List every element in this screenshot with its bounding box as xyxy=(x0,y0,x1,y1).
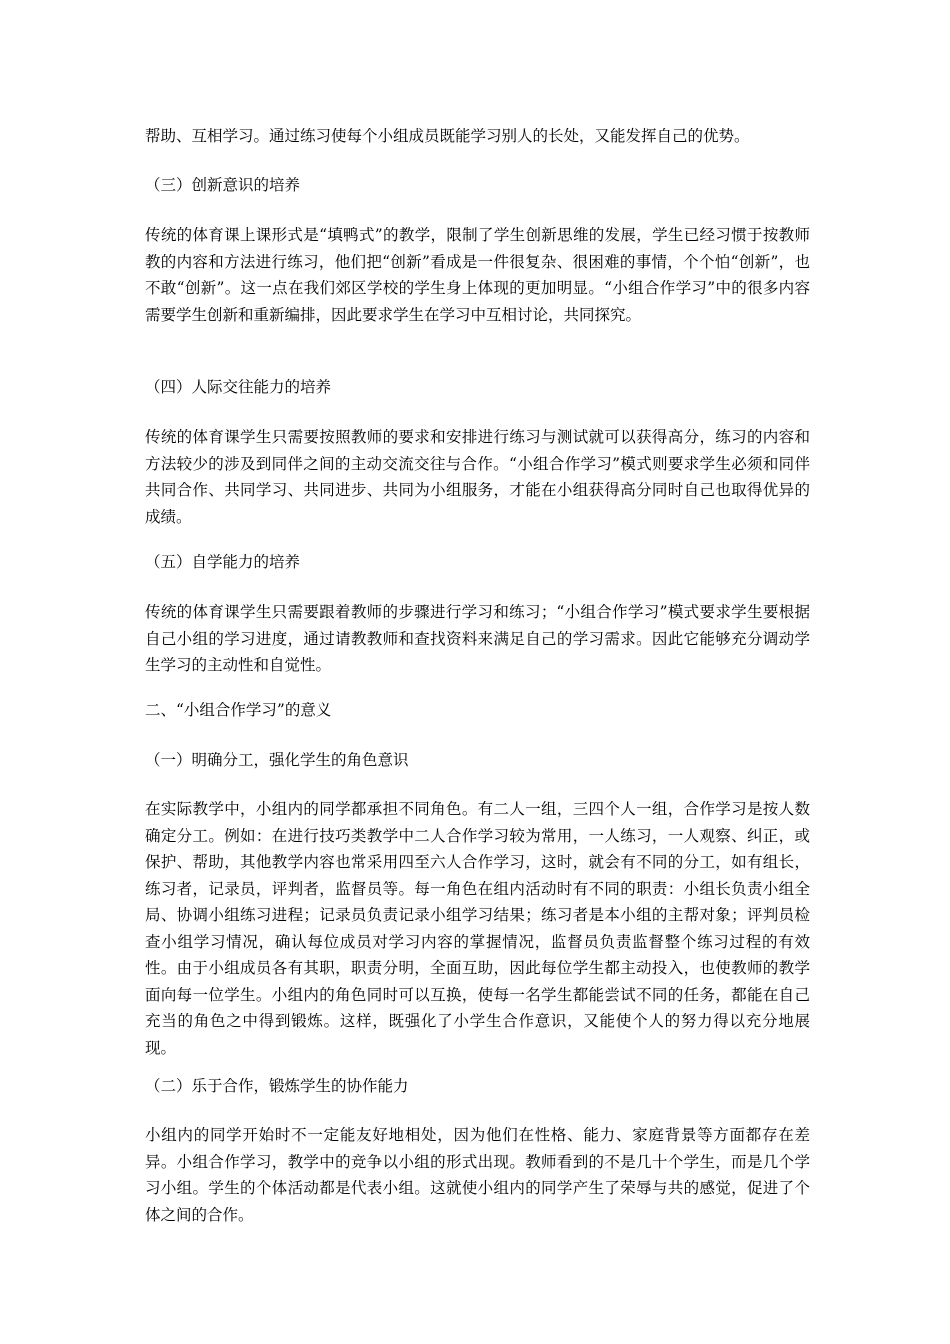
subsection-1-heading: （一）明确分工，强化学生的角色意识 xyxy=(145,751,409,769)
section-4-heading: （四）人际交往能力的培养 xyxy=(145,378,332,396)
intro-paragraph: 帮助、互相学习。通过练习使每个小组成员既能学习别人的长处，又能发挥自己的优势。 xyxy=(145,127,750,145)
section-3-body: 传统的体育课上课形式是“填鸭式”的教学，限制了学生创新思维的发展，学生已经习惯于按教师教的内容和方法进行练习，他们把“创新”看成是一件很复杂、很困难的事情，个个怕“创新”，也不敢“创新”。这一点在我们郊区学校的学生身上体现的更加明显。“小组合作学习”中的很多内容需要学生创新和重新编排，因此要求学生在学习中互相讨论，共同探究。 xyxy=(145,226,810,324)
section-5-body: 传统的体育课学生只需要跟着教师的步骤进行学习和练习；“小组合作学习”模式要求学生要根据自己小组的学习进度，通过请教教师和查找资料来满足自己的学习需求。因此它能够充分调动学生学习的主动性和自觉性。 xyxy=(145,603,810,674)
subsection-2-body: 小组内的同学开始时不一定能友好地相处，因为他们在性格、能力、家庭背景等方面都存在差异。小组合作学习，教学中的竞争以小组的形式出现。教师看到的不是几十个学生，而是几个学习小组。学生的个体活动都是代表小组。这就使小组内的同学产生了荣辱与共的感觉，促进了个体之间的合作。 xyxy=(145,1126,810,1224)
section-3-heading: （三）创新意识的培养 xyxy=(145,176,301,194)
subsection-1-body: 在实际教学中，小组内的同学都承担不同角色。有二人一组，三四个人一组，合作学习是按人数确定分工。例如：在进行技巧类教学中二人合作学习较为常用，一人练习，一人观察、纠正，或保护、帮助，其他教学内容也常采用四至六人合作学习，这时，就会有不同的分工，如有组长，练习者，记录员，评判者，监督员等。每一角色在组内活动时有不同的职责：小组长负责小组全局、协调小组练习进程；记录员负责记录小组学习结果；练习者是本小组的主帮对象；评判员检查小组学习情况，确认每位成员对学习内容的掌握情况，监督员负责监督整个练习过程的有效性。由于小组成员各有其职，职责分明，全面互助，因此每位学生都主动投入，也使教师的教学面向每一位学生。小组内的角色同时可以互换，使每一名学生都能尝试不同的任务，都能在自己充当的角色之中得到锻炼。这样，既强化了小学生合作意识，又能使个人的努力得以充分地展现。 xyxy=(145,800,810,1057)
section-5-heading: （五）自学能力的培养 xyxy=(145,553,301,571)
part-2-heading: 二、“小组合作学习”的意义 xyxy=(145,701,332,719)
section-4-body: 传统的体育课学生只需要按照教师的要求和安排进行练习与测试就可以获得高分，练习的内容和方法较少的涉及到同伴之间的主动交流交往与合作。“小组合作学习”模式则要求学生必须和同伴共同合作、共同学习、共同进步、共同为小组服务，才能在小组获得高分同时自己也取得优异的成绩。 xyxy=(145,428,810,526)
subsection-2-heading: （二）乐于合作，锻炼学生的协作能力 xyxy=(145,1077,409,1095)
